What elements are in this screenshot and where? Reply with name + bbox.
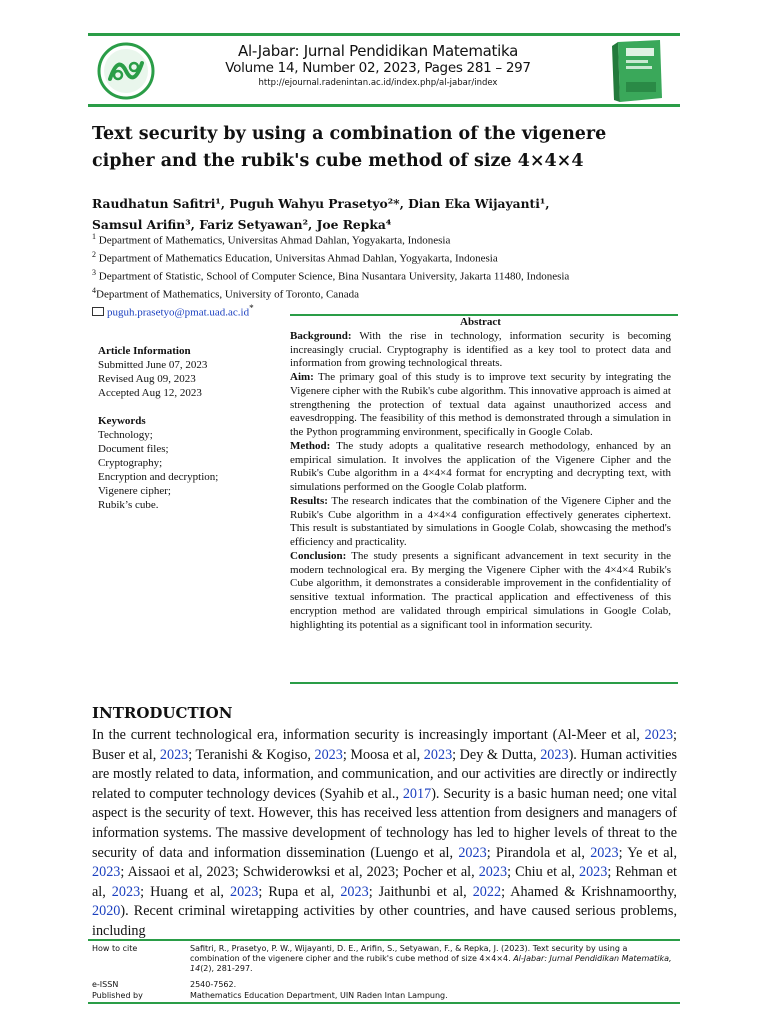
paper-title-line-2: cipher and the rubik's cube method of size 4×4×4: [92, 151, 584, 171]
paper-title-line-1: Text security by using a combination of the vigenere: [92, 124, 607, 144]
keyword: Cryptography;: [98, 457, 163, 469]
accepted-date: Accepted Aug 12, 2023: [98, 387, 202, 399]
affiliation-1: $^1$ Department of Mathematics, Universitas Ahmad Dahlan, Yogyakarta, Indonesia: [92, 232, 451, 247]
citation-link[interactable]: 2023: [314, 746, 343, 763]
citation-link[interactable]: 2023: [159, 746, 189, 763]
citation-link[interactable]: 2023: [590, 844, 619, 861]
revised-date: Revised Aug 09, 2023: [98, 373, 196, 385]
article-information: [98, 344, 278, 512]
citation-link[interactable]: 2023: [540, 746, 569, 763]
footer-top-rule: [88, 939, 680, 941]
issn-label: e-ISSN: [92, 980, 119, 989]
citation-link[interactable]: 2023: [423, 746, 453, 763]
submitted-date: Submitted June 07, 2023: [98, 359, 208, 371]
paper-title: [92, 121, 682, 175]
citation-link[interactable]: 2023: [644, 727, 674, 743]
abstract-background: Background: With the rise in technology, information security is becoming increasingly crucial. Cryptography is identified as a key tool to protect data and information from growing technological threats.: [290, 329, 671, 370]
keyword: Technology;: [98, 429, 153, 441]
abstract-method: Method: The study adopts a qualitative research methodology, enhanced by an empirical simulation. It involves the application of the Vigenere Cipher and the Rubik's Cube algorithm in a 4×4×4 format for encrypting and decrypting text, with simulations performed on the Google Colab platform.: [290, 439, 671, 493]
affiliation-4: $^4$Department of Mathematics, University of Toronto, Canada: [92, 285, 359, 301]
publisher-value: Mathematics Education Department, UIN Raden Intan Lampung.: [190, 991, 448, 1000]
journal-volume: Volume 14, Number 02, 2023, Pages 281 – 297: [225, 60, 531, 76]
cite-text: Safitri, R., Prasetyo, P. W., Wijayanti, D. E., Arifin, S., Setyawan, F., & Repka, J. (2023). Text security by using a combination of the vigenere cipher and the rubik's cube method of size 4×4×4. Al-Jabar: Jurnal Pendidikan Matematika, 14(2), 281-297.: [190, 944, 672, 973]
abstract-aim: Aim: The primary goal of this study is to improve text security by integrating the Vigenere cipher with the Rubik's cube algorithm. This innovative approach is aimed at strengthening the protection of textual data against unauthorized access and eavesdropping. The feasibility of this method is demonstrated through a simulation in the Python programming environment, specifically in Google Colab.: [290, 371, 671, 438]
journal-url[interactable]: http://ejournal.radenintan.ac.id/index.php/al-jabar/index: [258, 78, 498, 88]
citation-link[interactable]: 2023: [92, 864, 121, 881]
email-link[interactable]: puguh.prasetyo@pmat.uad.ac.id: [107, 307, 250, 320]
journal-header: [160, 42, 596, 89]
cite-label: How to cite: [92, 944, 138, 953]
abstract-bottom-rule: [290, 682, 678, 684]
abstract: [290, 316, 671, 632]
journal-logo-icon: [96, 41, 156, 101]
authors: [92, 193, 682, 235]
keyword: Encryption and decryption;: [98, 471, 219, 483]
citation-link[interactable]: 2023: [230, 883, 259, 900]
citation-link[interactable]: 2022: [472, 883, 502, 900]
article-info-heading: Article Information: [98, 345, 191, 357]
keywords-heading: Keywords: [98, 415, 146, 427]
citation-link[interactable]: 2023: [458, 844, 487, 861]
publisher-label: Published by: [92, 991, 143, 1000]
affiliation-2: $^2$ Department of Mathematics Education, Universitas Ahmad Dahlan, Yogyakarta, Indonesia: [92, 249, 498, 265]
affiliation-3: $^3$ Department of Statistic, School of Computer Science, Bina Nusantara University, Jakarta 11480, Indonesia: [92, 267, 570, 283]
footer-bottom-rule: [88, 1002, 680, 1004]
journal-title: Al-Jabar: Jurnal Pendidikan Matematika: [237, 42, 519, 60]
citation-link[interactable]: 2023: [340, 883, 369, 900]
introduction-heading: INTRODUCTION: [92, 704, 233, 722]
keyword: Rubik’s cube.: [98, 499, 159, 511]
citation-link[interactable]: 2017: [402, 785, 432, 802]
header-top-rule: [88, 33, 680, 36]
citation-link[interactable]: 2023: [111, 883, 141, 900]
citation-link[interactable]: 2023: [478, 864, 508, 881]
keyword: Vigenere cipher;: [98, 485, 171, 497]
corresponding-email: puguh.prasetyo@pmat.uad.ac.id*: [92, 301, 692, 320]
header-bottom-rule: [88, 104, 680, 107]
keyword: Document files;: [98, 443, 169, 455]
authors-line-1: Raudhatun Safitri¹, Puguh Wahyu Prasetyo²*, Dian Eka Wijayanti¹,: [92, 196, 550, 211]
affiliations: [92, 230, 692, 320]
mail-icon: [92, 307, 104, 316]
abstract-conclusion: Conclusion: The study presents a significant advancement in text security in the modern technological era. By merging the Vigenere Cipher with the 4×4×4 Rubik's Cube algorithm, it demonstrates a considerable improvement in the confidentiality of sensitive textual information. The practical application and effectiveness of this encryption method are validated through empirical simulations in Google Colab, highlighting its potential as a significant tool in information security.: [290, 549, 671, 631]
authors-line-2: Samsul Arifin³, Fariz Setyawan², Joe Repka⁴: [92, 217, 392, 232]
introduction-paragraph: In the current technological era, information security is increasingly important (Al-Meer et al, 2023; Buser et al, 2023; Teranishi & Kogiso, 2023; Moosa et al, 2023; Dey & Dutta, 2023). Human activities are mostly related to data, information, and communication, and our activities are directly or indirectly related to computer technology devices (Syahib et al., 2017). Security is a basic human need; one vital aspect is the security of text. However, this has received less attention from designers and managers of information systems. The massive development of technology has led to higher levels of threat to the security of data and information dissemination (Luengo et al, 2023; Pirandola et al, 2023; Ye et al, 2023; Aissaoi et al, 2023; Schwiderowksi et al, 2023; Pocher et al, 2023; Chiu et al, 2023; Rehman et al, 2023; Huang et al, 2023; Rupa et al, 2023; Jaithunbi et al, 2022; Ahamed & Krishnamoorthy, 2020). Recent criminal wiretapping activities by other countries, and have caused serious problems, including: [92, 727, 678, 939]
citation-link[interactable]: 2020: [92, 903, 121, 920]
abstract-heading: Abstract: [460, 316, 501, 328]
abstract-results: Results: The research indicates that the combination of the Vigenere Cipher and the Rubik's Cube algorithm in a 4×4×4 configuration effectively generates ciphertext. This result is substantiated by simulations in Google Colab, showcasing the method's efficiency and practicality.: [290, 494, 671, 548]
issn-value: 2540-7562.: [190, 980, 237, 989]
journal-cover-icon: [604, 38, 676, 104]
citation-link[interactable]: 2023: [578, 864, 608, 881]
